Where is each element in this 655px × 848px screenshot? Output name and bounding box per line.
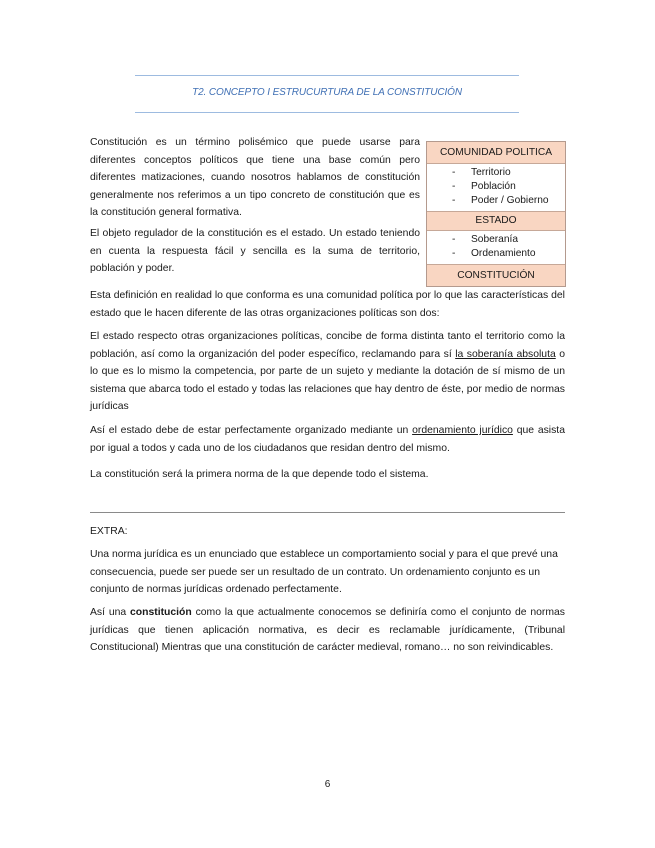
p5-text-before: Así el estado debe de estar perfectamente organizado mediante un	[90, 425, 413, 436]
box-header-constitucion: CONSTITUCIÓN	[427, 264, 565, 286]
intro-paragraph-2: El objeto regulador de la constitución es el estado. Un estado teniendo en cuenta la respuesta fácil y sencilla es la suma de territorio, población y poder.	[90, 228, 420, 274]
box-header-estado: ESTADO	[427, 211, 565, 231]
box-header-comunidad: COMUNIDAD POLITICA	[427, 142, 565, 164]
extra-p2-text-after: como la que actualmente conocemos se definiría como el conjunto de normas jurídicas que tienen aplicación normativa, es decir es reclamable jurídicamente, (Tribunal Constitucional) Mientras que una constitución de carácter medieval, romano… no son reivindicables.	[90, 607, 566, 653]
body-paragraph-4	[90, 328, 565, 416]
extra-paragraph-1: Una norma jurídica es un enunciado que establece un comportamiento social y para el que prevé una consecuencia, puede ser puede ser un resultado de un contrato. Un ordenamiento conjunto es un conjunto de normas jurídicas ordenado perfectamente.	[90, 549, 558, 595]
box-item-territorio: - Territorio	[427, 166, 565, 180]
section-divider	[90, 512, 565, 513]
ordenamiento-juridico-term: ordenamiento jurídico	[412, 425, 513, 436]
intro-paragraph-1: Constitución es un término polisémico que puede usarse para diferentes conceptos políticos que tiene una base común pero diferentes matizaciones, cuando nosotros hablamos de constitución generalmente nos referimos a un tipo concreto de constitución que es la constitución general formativa.	[90, 137, 420, 218]
box-list-estado	[427, 231, 565, 264]
constitution-structure-box	[426, 141, 566, 287]
body-paragraph-3: Esta definición en realidad lo que conforma es una comunidad política por lo que las características del estado que le hacen diferente de las otras organizaciones políticas son dos:	[90, 290, 565, 319]
p4-text-after: o lo que es lo mismo la competencia, por parte de un sujeto y mediante la dotación de sí mismo de un sistema que abarca todo el estado y todas las relaciones que hay dentro de éste, por medio de normas jurídicas	[90, 348, 565, 412]
box-item-soberania: - Soberanía	[427, 233, 565, 247]
page-number: 6	[324, 779, 331, 790]
extra-p2-text-before: Así una	[90, 607, 130, 618]
box-list-comunidad	[427, 164, 565, 211]
extra-paragraph-2	[90, 604, 565, 657]
title-top-rule	[135, 75, 519, 76]
body-paragraph-5	[90, 422, 565, 457]
soberania-absoluta-term: la soberanía absoluta	[455, 348, 556, 360]
body-paragraph-6: La constitución será la primera norma de la que depende todo el sistema.	[90, 469, 429, 480]
box-item-poblacion: - Población	[427, 180, 565, 194]
page-title: T2. CONCEPTO I ESTRUCURTURA DE LA CONSTITUCIÓN	[192, 87, 462, 98]
p5-text-after: que asista por igual a todos y cada uno de los ciudadanos que residan dentro del mismo.	[90, 425, 565, 454]
title-bottom-rule	[135, 112, 519, 113]
p4-text-before: El estado respecto otras organizaciones políticas, concibe de forma distinta tanto el territorio como la población, así como la organización del poder específico, reclamando para sí	[90, 331, 565, 360]
constitucion-bold-term: constitución	[129, 607, 192, 618]
box-item-ordenamiento: - Ordenamiento	[427, 247, 565, 261]
extra-label: EXTRA:	[90, 526, 128, 537]
box-item-poder: - Poder / Gobierno	[427, 194, 565, 208]
